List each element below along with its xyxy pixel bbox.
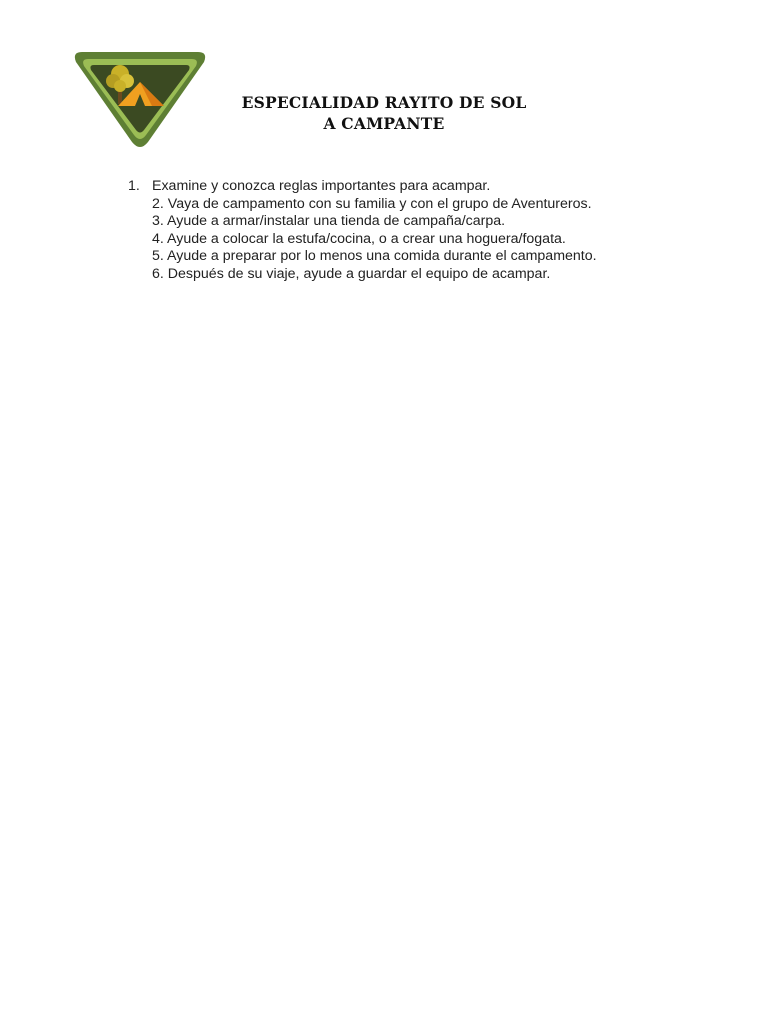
list-item <box>128 196 597 214</box>
item-number: 4. <box>152 230 164 247</box>
list-item <box>128 178 597 196</box>
requirements-list <box>128 178 597 284</box>
list-item <box>128 213 597 231</box>
camping-badge-icon <box>72 46 208 148</box>
item-text: Después de su viaje, ayude a guardar el equipo de acampar. <box>167 265 551 282</box>
item-text: Vaya de campamento con su familia y con el grupo de Aventureros. <box>167 195 592 212</box>
list-item <box>128 266 597 284</box>
item-number: 1. <box>128 178 140 194</box>
list-item <box>128 248 597 266</box>
item-text: Ayude a preparar por lo menos una comida durante el campamento. <box>167 248 597 265</box>
document-title <box>200 92 568 134</box>
item-text: Ayude a colocar la estufa/cocina, o a crear una hoguera/fogata. <box>167 230 566 247</box>
item-number: 2. <box>152 195 164 212</box>
item-number: 5. <box>152 248 164 265</box>
title-line-2: A CAMPANTE <box>323 114 445 133</box>
item-text: Examine y conozca reglas importantes para acampar. <box>152 178 491 194</box>
item-number: 6. <box>152 265 164 282</box>
item-text: Ayude a armar/instalar una tienda de campaña/carpa. <box>167 213 506 230</box>
title-line-1: ESPECIALIDAD RAYITO DE SOL <box>241 93 527 112</box>
list-item <box>128 231 597 249</box>
item-number: 3. <box>152 213 164 230</box>
